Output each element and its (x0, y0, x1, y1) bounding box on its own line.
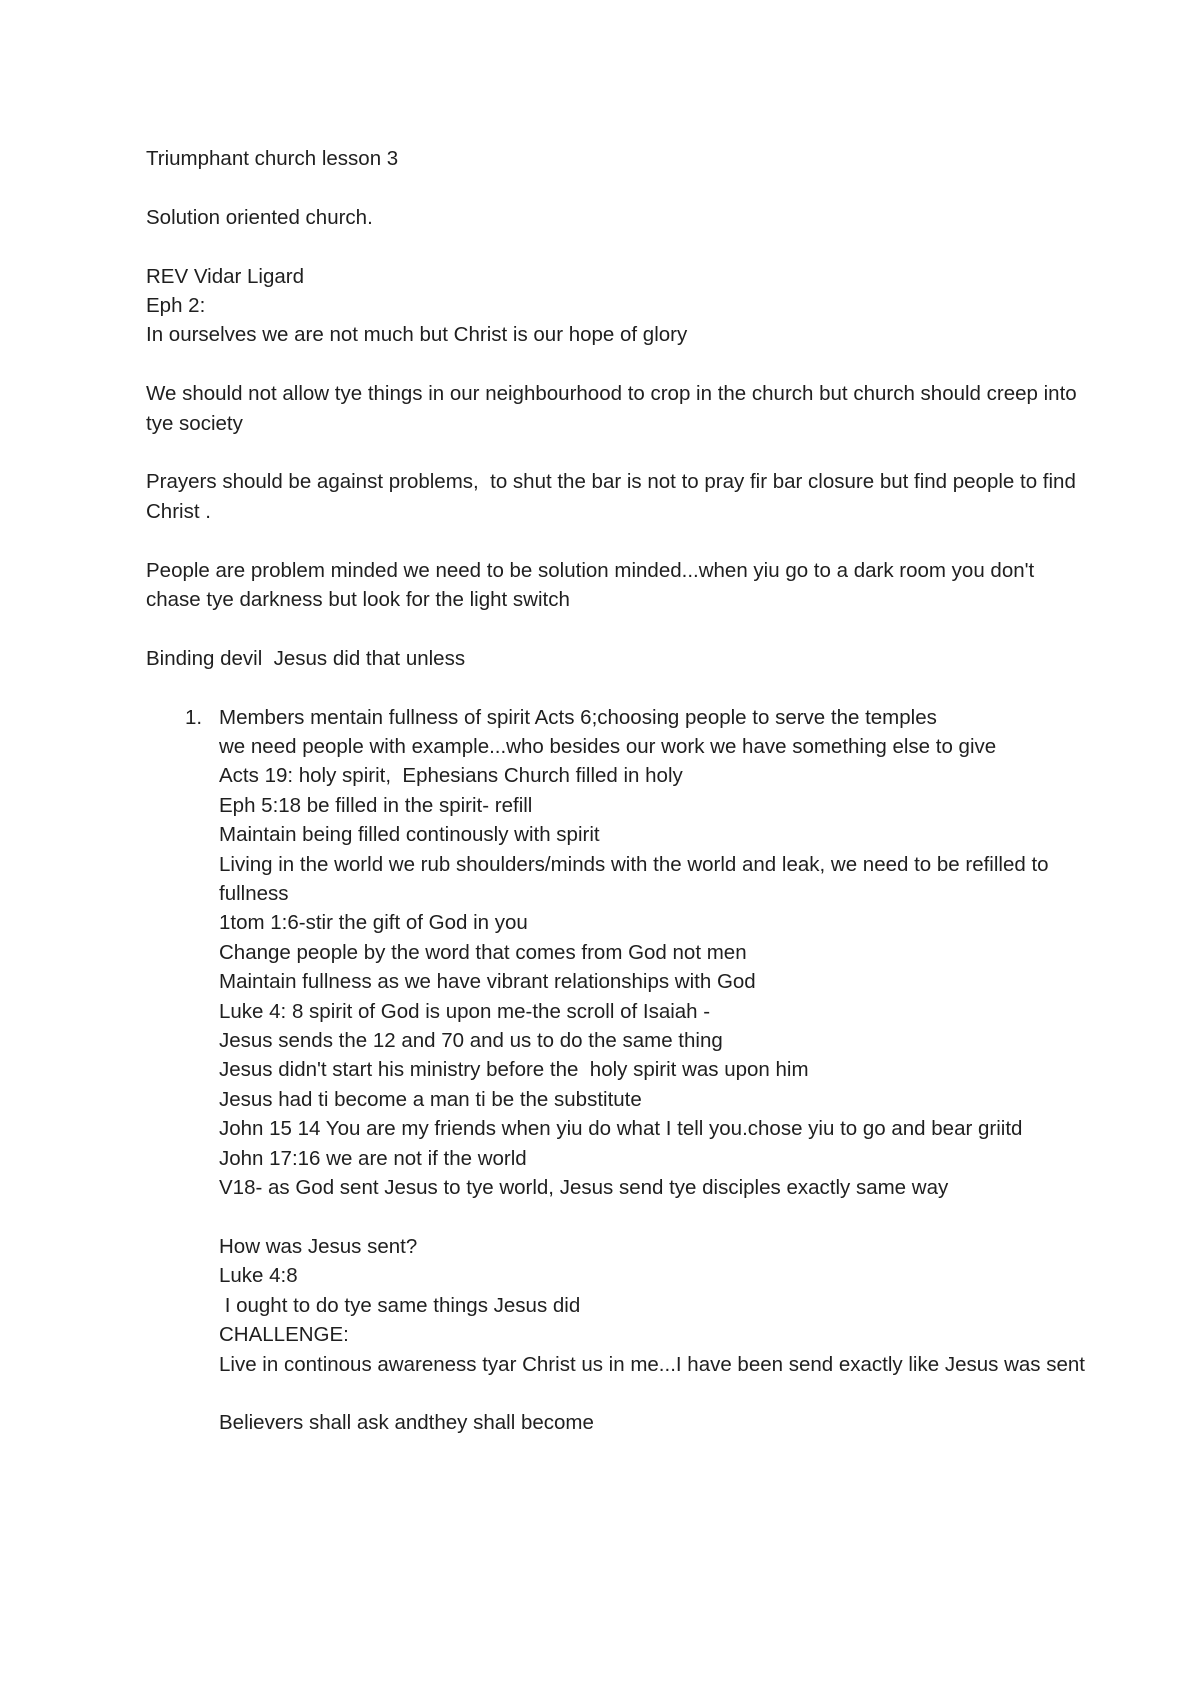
scripture-reference: Eph 2: (146, 294, 206, 317)
paragraph: Binding devil Jesus did that unless (146, 646, 466, 670)
list-line: Members mentain fullness of spirit Acts 6;choosing people to serve the temples (219, 705, 937, 729)
closing-line: Believers shall ask andthey shall become (219, 1411, 594, 1435)
list-line: Maintain being filled continously with spirit (219, 823, 600, 847)
blank-line (219, 1379, 1086, 1408)
list-number: 1. (185, 705, 203, 729)
challenge-heading: CHALLENGE: (219, 1323, 349, 1347)
document-subtitle: Solution oriented church. (146, 205, 373, 229)
list-line: John 15 14 You are my friends when yiu do what I tell you.chose yiu to go and bear griitd (219, 1117, 1023, 1141)
document-title: Triumphant church lesson 3 (146, 147, 399, 170)
list-item (146, 703, 1086, 1438)
list-line: I ought to do tye same things Jesus did (219, 1293, 581, 1317)
list-line: Acts 19: holy spirit, Ephesians Church filled in holy (219, 764, 683, 788)
document-page (146, 144, 1086, 1438)
blank-line (219, 1203, 1086, 1232)
blank-line (146, 173, 1086, 202)
list-line: we need people with example...who besides our work we have something else to give (219, 735, 997, 759)
list-line: Jesus sends the 12 and 70 and us to do the same thing (219, 1029, 723, 1053)
blank-line (146, 438, 1086, 467)
blank-line (146, 350, 1086, 379)
list-line: John 17:16 we are not if the world (219, 1146, 527, 1170)
author-line: REV Vidar Ligard (146, 264, 305, 288)
blank-line (146, 526, 1086, 555)
list-line: Eph 5:18 be filled in the spirit- refill (219, 793, 533, 817)
list-line: How was Jesus sent? (219, 1234, 418, 1258)
blank-line (146, 232, 1086, 261)
intro-line: In ourselves we are not much but Christ is our hope of glory (146, 323, 688, 347)
blank-line (146, 673, 1086, 702)
list-line: Luke 4: 8 spirit of God is upon me-the scroll of Isaiah - (219, 999, 711, 1023)
list-line: Living in the world we rub shoulders/minds with the world and leak, we need to be refilled to fullness (219, 852, 1055, 906)
paragraph: People are problem minded we need to be solution minded...when yiu go to a dark room you don't chase tye darkness but look for the light switch (146, 558, 1040, 612)
list-line: Jesus didn't start his ministry before the holy spirit was upon him (219, 1058, 809, 1082)
blank-line (146, 614, 1086, 643)
list-line: Change people by the word that comes from God not men (219, 940, 747, 964)
paragraph: Prayers should be against problems, to shut the bar is not to pray fir bar closure but find people to find Christ . (146, 470, 1082, 523)
list-line: 1tom 1:6-stir the gift of God in you (219, 911, 528, 935)
list-line: Maintain fullness as we have vibrant relationships with God (219, 970, 756, 994)
list-line: Live in continous awareness tyar Christ us in me...I have been send exactly like Jesus was sent (219, 1352, 1085, 1376)
list-line: Jesus had ti become a man ti be the substitute (219, 1087, 642, 1111)
paragraph: We should not allow tye things in our neighbourhood to crop in the church but church should creep into tye society (146, 382, 1083, 435)
list-line: Luke 4:8 (219, 1264, 298, 1288)
numbered-list (146, 703, 1086, 1438)
list-line: V18- as God sent Jesus to tye world, Jesus send tye disciples exactly same way (219, 1176, 949, 1200)
